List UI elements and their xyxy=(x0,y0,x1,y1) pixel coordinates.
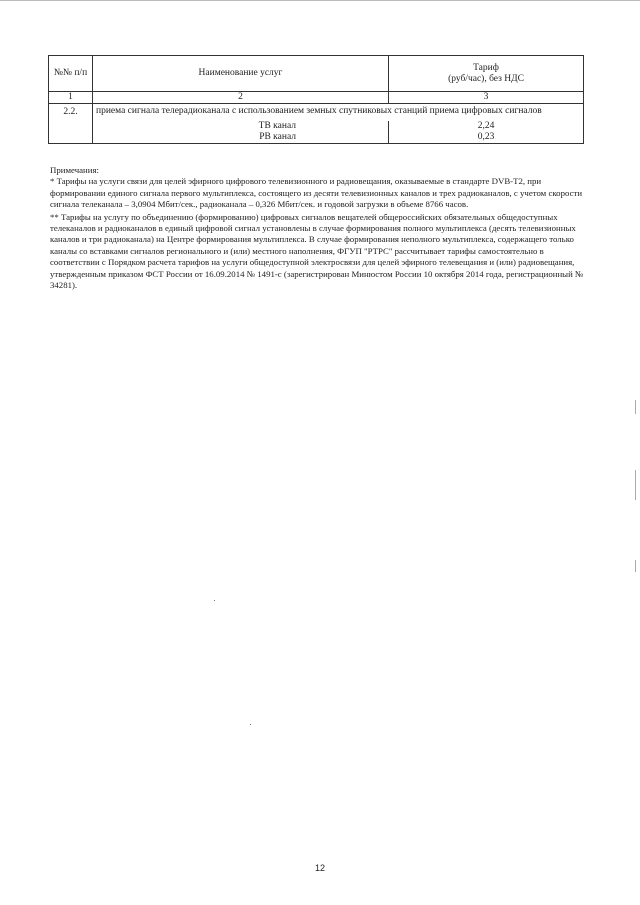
header-tariff-title: Тариф xyxy=(473,62,499,73)
item-label-tv: ТВ канал xyxy=(258,121,296,131)
page-number: 12 xyxy=(314,863,325,873)
row-content xyxy=(93,104,584,144)
note-1: * Тарифы на услуги связи для целей эфирного цифрового телевизионного и радиовещания, оказываемые в стандарте DVB-T2, при формировании единого сигнала первого мультиплекса, состоящего из десяти телевизионных каналов и трех радиоканалов, с учетом скорости сигнала телеканала – 3,0904 Мбит/сек., радиоканала – 0,326 Мбит/сек. и годовой загрузки в объеме 8766 часов. xyxy=(50,176,583,210)
header-name-cell xyxy=(93,56,389,92)
header-tariff-unit: (руб/час), без НДС xyxy=(448,73,524,84)
notes-heading: Примечания: xyxy=(50,165,99,175)
item-value-tv: 2,24 xyxy=(477,121,495,131)
index-cell: 3 xyxy=(389,92,584,104)
header-name: Наименование услуг xyxy=(198,68,283,78)
header-num-cell xyxy=(49,56,93,92)
scan-edge-mark xyxy=(635,560,636,572)
scan-edge-mark xyxy=(635,470,636,500)
item-label-radio: РВ канал xyxy=(259,132,296,142)
table-row xyxy=(49,104,584,144)
header-tariff-cell xyxy=(389,56,584,92)
service-items xyxy=(93,121,583,143)
notes-section xyxy=(50,165,590,291)
service-values xyxy=(389,121,583,143)
header-num: №№ п/п xyxy=(53,68,88,78)
tariff-table xyxy=(48,55,584,144)
scan-speck xyxy=(250,724,251,725)
item-value-radio: 0,23 xyxy=(477,132,495,142)
service-title: приема сигнала телерадиоканала с использованием земных спутниковых станций приема цифровых сигналов xyxy=(96,106,542,116)
scan-edge-mark xyxy=(635,400,636,414)
service-labels xyxy=(93,121,389,143)
row-num: 2.2. xyxy=(49,104,93,144)
scan-top-edge xyxy=(0,0,640,1)
index-cell: 1 xyxy=(49,92,93,104)
note-2: ** Тарифы на услугу по объединению (формированию) цифровых сигналов вещателей общероссийских обязательных общедоступных телеканалов и радиоканалов в единый цифровой сигнал установлены в случае формирования полного мультиплекса (десять телевизионных каналов и три радиоканала) на Центре формирования мультиплекса. В случае формирования неполного мультиплекса, содержащего только каналы со вставками сигналов регионального и (или) местного наполнения, ФГУП "РТРС" рассчитывает тарифы самостоятельно в соответствии с Порядком расчета тарифов на услуги общедоступной электросвязи для целей эфирного телевещания и (или) радиовещания, утвержденным приказом ФСТ России от 16.09.2014 № 1491-с (зарегистрирован Минюстом России 10 октября 2014 года, регистрационный № 34281). xyxy=(50,211,584,291)
scan-speck xyxy=(214,600,215,601)
table-index-row xyxy=(49,92,584,104)
table-header-row xyxy=(49,56,584,92)
index-cell: 2 xyxy=(93,92,389,104)
